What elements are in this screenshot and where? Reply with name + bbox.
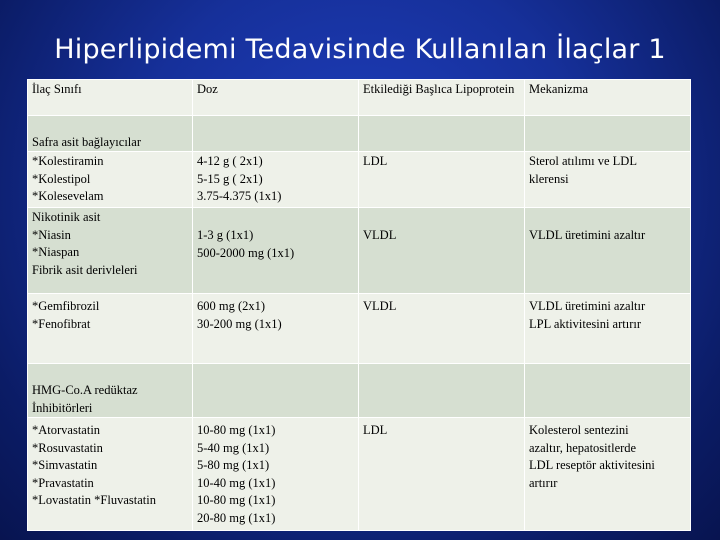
lipoprotein-value: VLDL xyxy=(363,228,397,242)
mechanism-text: Sterol atılımı ve LDL xyxy=(529,154,637,168)
section-label-safra: Safra asit bağlayıcılar xyxy=(28,116,193,152)
mechanism-text: Kolesterol sentezini xyxy=(529,423,629,437)
dose-cell xyxy=(193,294,359,364)
drug-name: *Lovastatin *Fluvastatin xyxy=(32,493,156,507)
drug-name: *Pravastatin xyxy=(32,475,94,490)
dose-value: 20-80 mg (1x1) xyxy=(197,510,276,525)
table-row-safra xyxy=(28,152,691,208)
header-drug-class: İlaç Sınıfı xyxy=(28,80,193,116)
mechanism-cell xyxy=(525,152,691,208)
section-label-line: HMG-Co.A redüktaz xyxy=(32,383,138,397)
dose-value: 5-80 mg (1x1) xyxy=(197,458,270,472)
dose-value: 600 mg (2x1) xyxy=(197,299,266,313)
table-row-statin xyxy=(28,418,691,531)
section-label-line: İnhibitörleri xyxy=(32,400,93,415)
drug-name: *Kolesevelam xyxy=(32,189,104,203)
dose-value: 10-40 mg (1x1) xyxy=(197,475,276,490)
dose-value: 5-40 mg (1x1) xyxy=(197,440,270,455)
section-label-nikotinik: Nikotinik asit xyxy=(32,210,101,224)
empty-cell xyxy=(193,116,359,152)
dose-value: 30-200 mg (1x1) xyxy=(197,316,282,331)
drug-list-cell xyxy=(28,418,193,531)
dose-value: 4-12 g ( 2x1) xyxy=(197,154,263,168)
lipoprotein-value: LDL xyxy=(363,423,388,437)
drug-name: *Fenofibrat xyxy=(32,316,91,331)
lipoprotein-cell xyxy=(359,418,525,531)
table-row-fibrik xyxy=(28,294,691,364)
empty-cell xyxy=(193,364,359,418)
drug-list-cell xyxy=(28,152,193,208)
drug-list-cell xyxy=(28,294,193,364)
mechanism-cell xyxy=(525,294,691,364)
mechanism-text: LPL aktivitesini artırır xyxy=(529,316,642,331)
mechanism-text: VLDL üretimini azaltır xyxy=(529,228,646,242)
table-header-row xyxy=(28,80,691,116)
drug-name: *Gemfibrozil xyxy=(32,299,100,313)
dose-value: 5-15 g ( 2x1) xyxy=(197,171,263,186)
empty-cell xyxy=(525,116,691,152)
drug-name: *Atorvastatin xyxy=(32,423,101,437)
drug-name: *Kolestiramin xyxy=(32,154,104,168)
lipoprotein-value: VLDL xyxy=(363,299,397,313)
dose-value: 10-80 mg (1x1) xyxy=(197,423,276,437)
section-label-hmg xyxy=(28,364,193,418)
drug-name: *Kolestipol xyxy=(32,171,91,186)
mechanism-cell xyxy=(525,208,691,294)
drug-list-cell xyxy=(28,208,193,294)
lipoprotein-cell xyxy=(359,208,525,294)
mechanism-text: VLDL üretimini azaltır xyxy=(529,299,646,313)
drug-name: *Niasin xyxy=(32,227,71,242)
header-dose: Doz xyxy=(193,80,359,116)
drug-name: *Simvastatin xyxy=(32,458,98,472)
mechanism-cell xyxy=(525,418,691,531)
mechanism-text: artırır xyxy=(529,475,558,490)
dose-cell xyxy=(193,208,359,294)
section-row-safra xyxy=(28,116,691,152)
table-row-nikotinik xyxy=(28,208,691,294)
drug-name: *Rosuvastatin xyxy=(32,440,103,455)
dose-value: 500-2000 mg (1x1) xyxy=(197,245,295,260)
lipoprotein-cell xyxy=(359,294,525,364)
empty-cell xyxy=(359,364,525,418)
dose-cell xyxy=(193,418,359,531)
dose-cell xyxy=(193,152,359,208)
mechanism-text: LDL reseptör aktivitesini xyxy=(529,458,655,472)
lipoprotein-cell: LDL xyxy=(359,152,525,208)
empty-cell xyxy=(525,364,691,418)
mechanism-text: azaltır, hepatositlerde xyxy=(529,440,637,455)
mechanism-text: klerensi xyxy=(529,171,569,186)
empty-cell xyxy=(359,116,525,152)
section-label-fibrik: Fibrik asit derivleleri xyxy=(32,262,138,277)
dose-value: 3.75-4.375 (1x1) xyxy=(197,189,282,203)
dose-value: 1-3 g (1x1) xyxy=(197,228,254,242)
section-row-hmg xyxy=(28,364,691,418)
slide-title: Hiperlipidemi Tedavisinde Kullanılan İlaçlar 1 xyxy=(54,34,666,65)
header-lipoprotein: Etkilediği Başlıca Lipoprotein xyxy=(359,80,525,116)
header-mechanism: Mekanizma xyxy=(525,80,691,116)
dose-value: 10-80 mg (1x1) xyxy=(197,493,276,507)
drug-table xyxy=(27,79,691,531)
drug-name: *Niaspan xyxy=(32,245,80,259)
